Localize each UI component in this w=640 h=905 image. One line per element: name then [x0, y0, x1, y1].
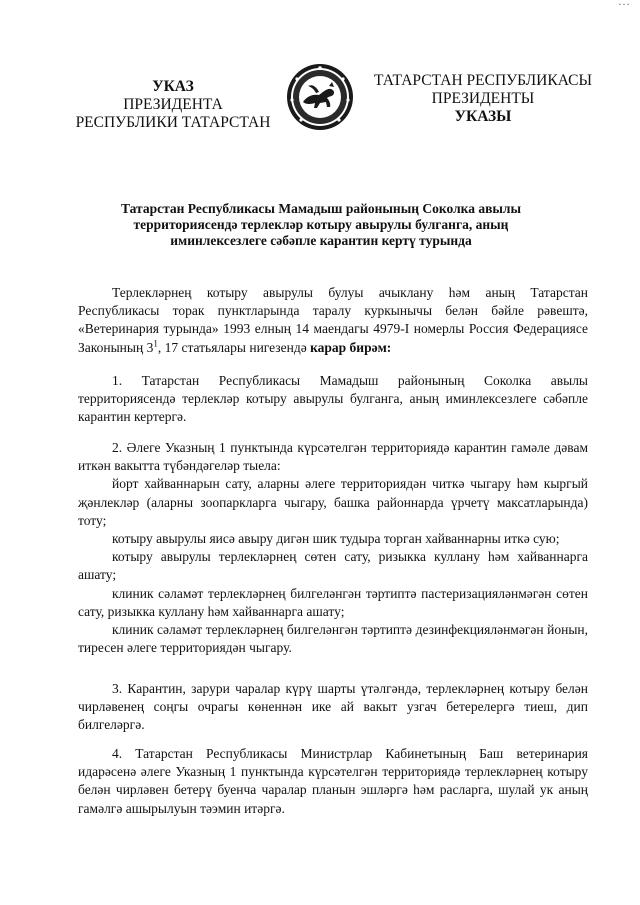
document-title [80, 201, 562, 249]
header-ru-line1: УКАЗ [152, 78, 194, 95]
preamble-text-after: , 17 статьялары нигезендә [157, 339, 307, 355]
paragraph-3-text: 3. Карантин, зарури чаралар күрү шарты үтәлгәндә, терлекләрнең котыру белән чирләвенең соңгы очрагы көненнән ике ай вакыт узгач бетерелергә тиеш, дип билгеләргә. [78, 681, 588, 733]
header-ru-line3: РЕСПУБЛИКИ ТАТАРСТАН [75, 114, 271, 131]
header-tt-line2: ПРЕЗИДЕНТЫ [431, 90, 535, 107]
preamble [78, 284, 588, 357]
preamble-bold-tail: карар бирәм: [310, 339, 392, 355]
paragraph-2-item: котыру авырулы яисә авыру дигән шик тудыра торган хайваннарны иткә сую; [112, 531, 560, 547]
paragraph-2-item: клиник сәламәт терлекләрнең билгеләнгән тәртиптә пастеризацияләнмәгән сөтен сату, ризыкка куллану һәм хайваннарга ашату; [78, 585, 588, 619]
paragraph-1 [78, 372, 588, 427]
preamble-text: Терлекләрнең котыру авырулы булуы ачыклану һәм аның Татарстан Республикасы торак пунктларында таралу куркынычы белән бәйле рәвештә, «Ветеринария турында» 1993 елның 14 маендагы 4979-I номерлы Россия Федерациясе Законының 3 [78, 285, 588, 355]
tatarstan-coat-of-arms-icon [285, 62, 355, 132]
preamble-paragraph [78, 284, 588, 357]
page-mark: … [618, 0, 630, 8]
paragraph-2 [78, 439, 588, 657]
title-line3: иминлексезлеге сәбәпле карантин кертү турында [170, 233, 472, 248]
paragraph-4-text: 4. Татарстан Республикасы Министрлар Кабинетының Баш ветеринария идарәсенә әлеге Указның 1 пунктында күрсәтелгән территориядә терлекләрнең котыру белән чирләвен бетерү буенча чаралар планын эшләргә һәм расларга, шулай ук аның гамәлгә ашырылуын тәэмин итәргә. [78, 746, 588, 816]
title-line2: территориясендә терлекләр котыру авырулы булганга, аның [133, 217, 509, 232]
paragraph-2-item: клиник сәламәт терлекләрнең билгеләнгән тәртиптә дезинфекцияләнмәгән йонын, тиресен әлеге территориядән чыгару. [78, 622, 588, 656]
preamble-superscript: 1 [153, 338, 158, 349]
header-tatar [368, 72, 598, 126]
paragraph-3 [78, 680, 588, 735]
header-tt-line3: УКАЗЫ [454, 108, 512, 125]
header-ru-line2: ПРЕЗИДЕНТА [123, 96, 223, 113]
header-tt-line1: ТАТАРСТАН РЕСПУБЛИКАСЫ [374, 72, 592, 89]
header-russian [58, 78, 288, 132]
title-line1: Татарстан Республикасы Мамадыш районының Соколка авылы [120, 201, 522, 216]
paragraph-2-item: котыру авырулы терлекләрнең сөтен сату, ризыкка куллану һәм хайваннарга ашату; [78, 549, 588, 583]
paragraph-2-intro: 2. Әлеге Указның 1 пунктында күрсәтелгән территориядә карантин гамәле дәвам иткән вакытта түбәндәгеләр тыела: [78, 440, 588, 474]
paragraph-2-item: йорт хайваннарын сату, аларны әлеге территориядән читкә чыгару һәм кыргый җәнлекләр (аларны зоопаркларга чыгару, башка районнарда үрчетү максатларында) тоту; [78, 476, 588, 528]
paragraph-4 [78, 745, 588, 818]
paragraph-1-text: 1. Татарстан Республикасы Мамадыш районының Соколка авылы территориясендә терлекләр котыру авырулы булганга, аның иминлексезлеге сәбәпле карантин кертергә. [78, 373, 588, 425]
